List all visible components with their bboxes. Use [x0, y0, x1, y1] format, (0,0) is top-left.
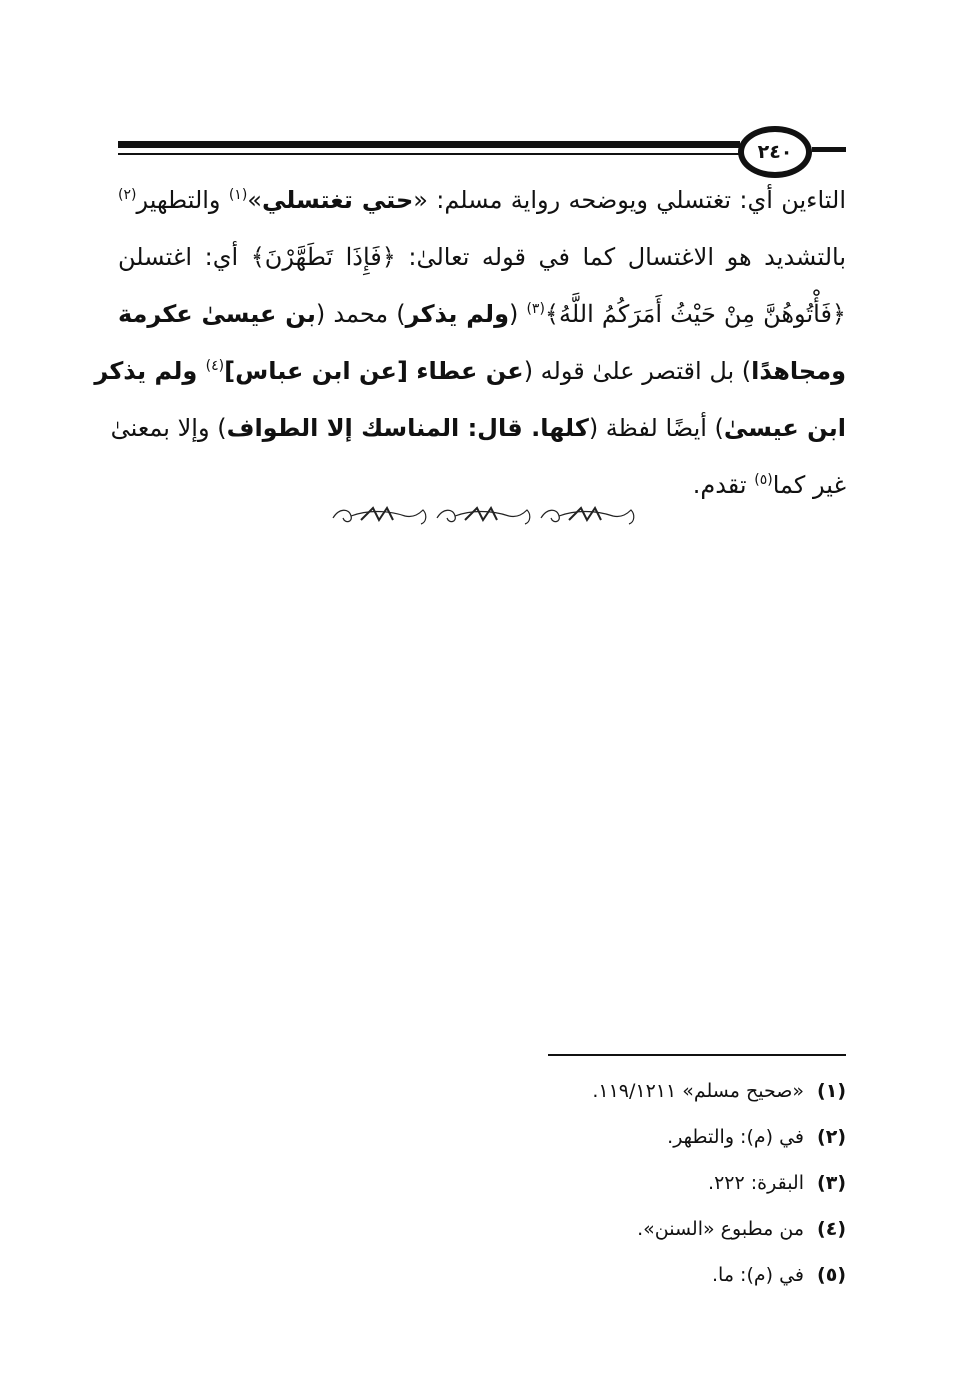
footnote-item — [400, 1206, 846, 1252]
header-rule-thin — [118, 153, 740, 155]
footnote-marker: (١) — [228, 187, 248, 203]
text-segment: كلها. قال: المناسك إلا الطواف — [226, 414, 589, 442]
footnote-text: في (م): والتطهر. — [667, 1126, 804, 1148]
footnote-item — [400, 1114, 846, 1160]
text-line — [118, 286, 846, 343]
footnote-marker: (٥) — [754, 472, 773, 488]
quran-quote: ﴿فَأْتُوهُنَّ مِنْ حَيْثُ أَمَرَكُمُ اللَّهُ﴾ — [544, 300, 846, 328]
text-segment: ) وإلا بمعنىٰ — [110, 414, 227, 442]
footnote-marker: (٢) — [118, 187, 137, 203]
page-number: ٢٤٠ — [757, 141, 793, 163]
text-segment: » — [247, 186, 262, 214]
page-number-badge — [738, 126, 812, 178]
text-segment: ومجاهدًا — [751, 357, 846, 385]
footnote-number: (١) — [817, 1080, 846, 1102]
text-line — [118, 229, 846, 286]
text-segment: بن عيسىٰ عكرمة — [118, 300, 316, 328]
text-segment: ) بل اقتصر علىٰ قوله ( — [523, 357, 752, 385]
footnote-marker: (٤) — [205, 358, 225, 374]
text-segment: والتطهير — [136, 186, 229, 214]
text-segment: بالتشديد هو الاغتسال كما في قوله تعالىٰ: — [395, 243, 847, 271]
text-segment: غير كما — [772, 471, 846, 499]
text-segment: ( — [508, 300, 527, 328]
text-segment: ابن عيسىٰ — [723, 414, 846, 442]
footnote-marker: (٣) — [526, 301, 545, 317]
text-segment: ) محمد ( — [315, 300, 406, 328]
text-segment: حتي تغتسلي — [261, 186, 414, 214]
footnote-item — [400, 1252, 846, 1298]
header-rule — [118, 141, 740, 148]
footnote-number: (٢) — [817, 1126, 846, 1148]
text-segment: تقدم. — [692, 471, 755, 499]
section-divider-ornament — [327, 500, 637, 532]
text-line — [94, 343, 846, 400]
text-line — [110, 400, 846, 457]
footnotes — [400, 1068, 846, 1298]
footnote-text: في (م): ما. — [712, 1264, 804, 1286]
text-segment: أي: اغتسلن — [118, 243, 251, 271]
ornament-motif — [333, 508, 426, 524]
footnote-number: (٣) — [817, 1172, 846, 1194]
footnote-number: (٤) — [817, 1218, 846, 1240]
footnote-separator — [548, 1054, 846, 1056]
header-rule-right — [812, 147, 846, 152]
footnote-number: (٥) — [817, 1264, 846, 1286]
text-segment: ولم يذكر — [94, 357, 206, 385]
footnote-item — [400, 1160, 846, 1206]
footnote-text: البقرة: ٢٢٢. — [708, 1172, 804, 1194]
text-line — [118, 172, 846, 229]
footnote-item — [400, 1068, 846, 1114]
footnote-text: «صحيح مسلم» ١١٩/١٢١١. — [592, 1080, 804, 1102]
text-segment: عن عطاء [عن ابن عباس] — [224, 357, 524, 385]
text-segment: التاءين أي: تغتسلي ويوضحه رواية مسلم: « — [413, 186, 846, 214]
main-text — [94, 172, 847, 514]
quran-quote: ﴿فَإِذَا تَطَهَّرْنَ﴾ — [250, 243, 396, 271]
footnote-text: من مطبوع «السنن». — [637, 1218, 804, 1240]
text-segment: ولم يذكر — [405, 300, 509, 328]
text-segment: ) أيضًا لفظة ( — [588, 414, 724, 442]
